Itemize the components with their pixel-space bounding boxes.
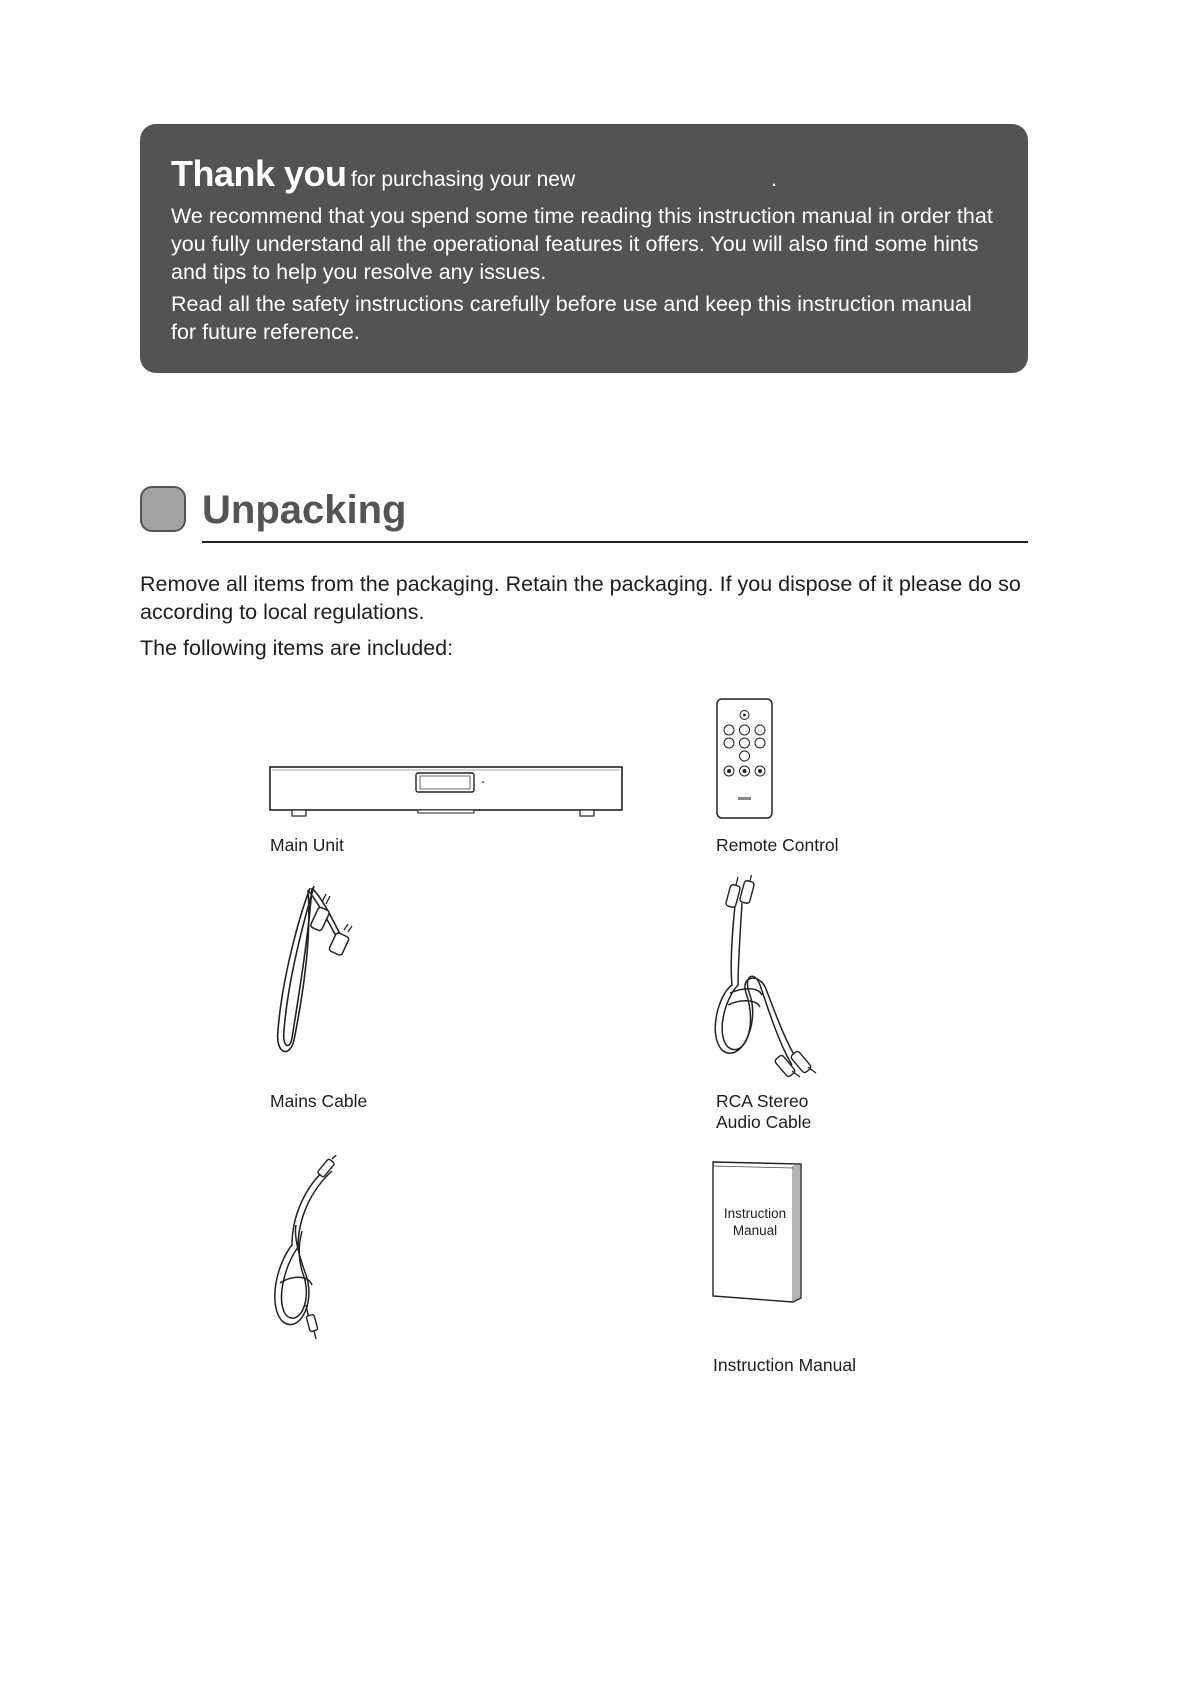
thank-you-period: . <box>771 168 777 191</box>
manual-cover-line1: Instruction <box>723 1206 787 1221</box>
thank-you-subtitle: for purchasing your new <box>350 168 576 191</box>
rca-cable-label-line2: Audio Cable <box>716 1112 812 1132</box>
rca-cable-label-line1: RCA Stereo <box>716 1091 809 1111</box>
rca-cable-illustration <box>710 875 830 1085</box>
aux-cable-illustration <box>266 1155 356 1340</box>
included-items-heading: The following items are included: <box>140 636 454 660</box>
section-marker-icon <box>140 486 186 532</box>
thank-you-heading <box>171 154 998 202</box>
thank-you-title: Thank you <box>171 153 347 194</box>
mains-cable-label: Mains Cable <box>270 1091 368 1111</box>
instruction-manual-label: Instruction Manual <box>713 1355 856 1375</box>
thank-you-paragraph-1: We recommend that you spend some time reading this instruction manual in order that you fully understand all the operational features it offers. You will also find some hints and tips to help you resolve any issues. <box>171 204 993 284</box>
thank-you-paragraph-2: Read all the safety instructions carefully before use and keep this instruction manual for future reference. <box>171 292 972 344</box>
unpacking-intro: Remove all items from the packaging. Retain the packaging. If you dispose of it please do so according to local regulations. <box>140 572 1021 624</box>
section-title: Unpacking <box>202 488 407 532</box>
section-divider <box>202 541 1028 543</box>
remote-control-label: Remote Control <box>716 835 839 855</box>
thank-you-panel <box>140 124 1028 373</box>
mains-cable-illustration <box>268 880 368 1065</box>
main-unit-illustration <box>268 760 628 820</box>
main-unit-label: Main Unit <box>270 835 344 855</box>
instruction-manual-illustration <box>708 1160 808 1306</box>
manual-cover-line2: Manual <box>732 1223 778 1238</box>
remote-control-illustration <box>716 697 776 823</box>
